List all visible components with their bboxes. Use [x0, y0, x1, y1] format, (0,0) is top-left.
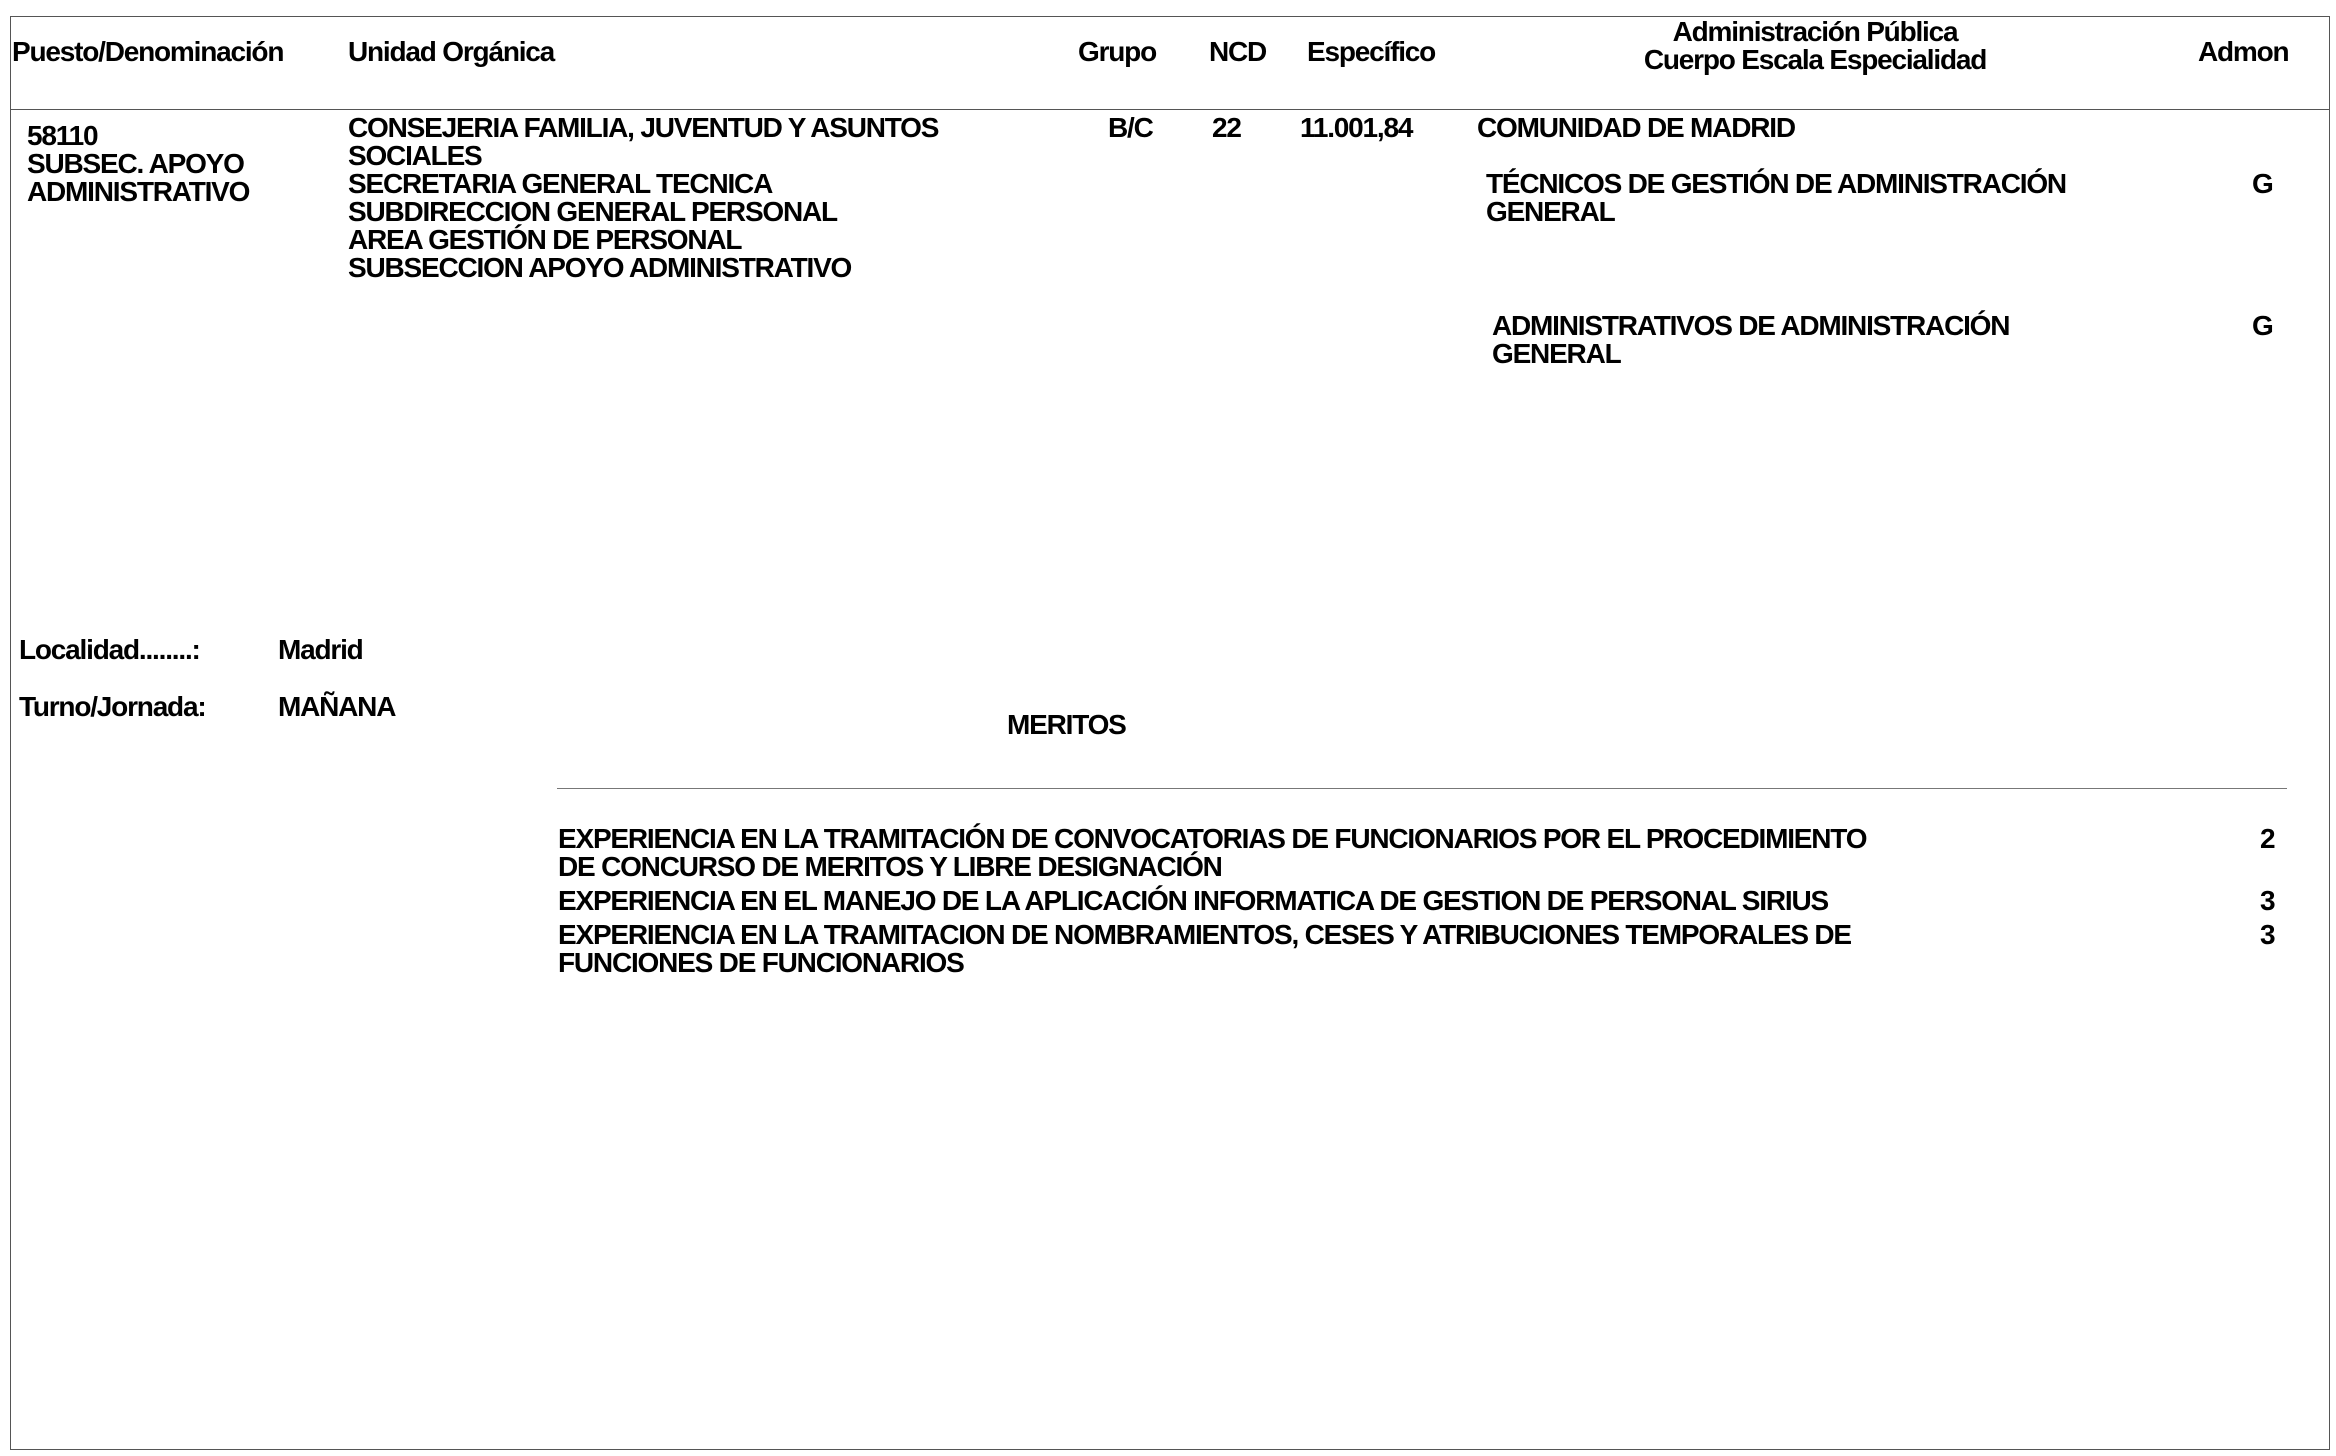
- localidad-value: Madrid: [278, 634, 363, 665]
- header-divider: [10, 109, 2330, 110]
- merito-points: 3: [2260, 885, 2275, 916]
- merito-points: 3: [2260, 919, 2275, 950]
- puesto-name-line2: ADMINISTRATIVO: [27, 176, 250, 207]
- header-admin-line2: Cuerpo Escala Especialidad: [1643, 44, 1987, 75]
- header-admon: Admon: [2198, 36, 2289, 67]
- merito-line1: EXPERIENCIA EN EL MANEJO DE LA APLICACIÓN INFORMATICA DE GESTION DE PERSONAL SIRIUS: [558, 885, 1828, 916]
- localidad-label: Localidad........:: [19, 634, 200, 665]
- meritos-title: MERITOS: [1007, 709, 1126, 740]
- cuerpo-line1: TÉCNICOS DE GESTIÓN DE ADMINISTRACIÓN: [1486, 168, 2066, 199]
- unidad-line: SUBDIRECCION GENERAL PERSONAL: [348, 196, 837, 227]
- especifico-value: 11.001,84: [1300, 112, 1413, 143]
- grupo-value: B/C: [1108, 112, 1153, 143]
- header-puesto: Puesto/Denominación: [12, 36, 284, 67]
- header-ncd: NCD: [1209, 36, 1267, 67]
- turno-label: Turno/Jornada:: [19, 691, 206, 722]
- merito-line1: EXPERIENCIA EN LA TRAMITACION DE NOMBRAMIENTOS, CESES Y ATRIBUCIONES TEMPORALES DE: [558, 919, 1851, 950]
- merito-line2: DE CONCURSO DE MERITOS Y LIBRE DESIGNACIÓN: [558, 851, 1222, 882]
- header-grupo: Grupo: [1078, 36, 1156, 67]
- unidad-line: AREA GESTIÓN DE PERSONAL: [348, 224, 742, 255]
- merito-line1: EXPERIENCIA EN LA TRAMITACIÓN DE CONVOCATORIAS DE FUNCIONARIOS POR EL PROCEDIMIENTO: [558, 823, 1867, 854]
- ncd-value: 22: [1212, 112, 1241, 143]
- puesto-code: 58110: [27, 120, 98, 151]
- cuerpo-admon: G: [2252, 168, 2273, 199]
- merito-points: 2: [2260, 823, 2275, 854]
- cuerpo-line1: ADMINISTRATIVOS DE ADMINISTRACIÓN: [1492, 310, 2010, 341]
- header-especifico: Específico: [1307, 36, 1436, 67]
- cuerpo-line2: GENERAL: [1486, 196, 1615, 227]
- meritos-divider: [557, 788, 2287, 789]
- unidad-line: SOCIALES: [348, 140, 482, 171]
- unidad-line: SUBSECCION APOYO ADMINISTRATIVO: [348, 252, 852, 283]
- turno-value: MAÑANA: [278, 691, 396, 722]
- unidad-line: SECRETARIA GENERAL TECNICA: [348, 168, 773, 199]
- administracion-value: COMUNIDAD DE MADRID: [1477, 112, 1795, 143]
- header-unidad: Unidad Orgánica: [348, 36, 555, 67]
- merito-line2: FUNCIONES DE FUNCIONARIOS: [558, 947, 964, 978]
- unidad-line: CONSEJERIA FAMILIA, JUVENTUD Y ASUNTOS: [348, 112, 939, 143]
- cuerpo-line2: GENERAL: [1492, 338, 1621, 369]
- header-admin-line1: Administración Pública: [1672, 16, 1958, 47]
- puesto-name-line1: SUBSEC. APOYO: [27, 148, 244, 179]
- cuerpo-admon: G: [2252, 310, 2273, 341]
